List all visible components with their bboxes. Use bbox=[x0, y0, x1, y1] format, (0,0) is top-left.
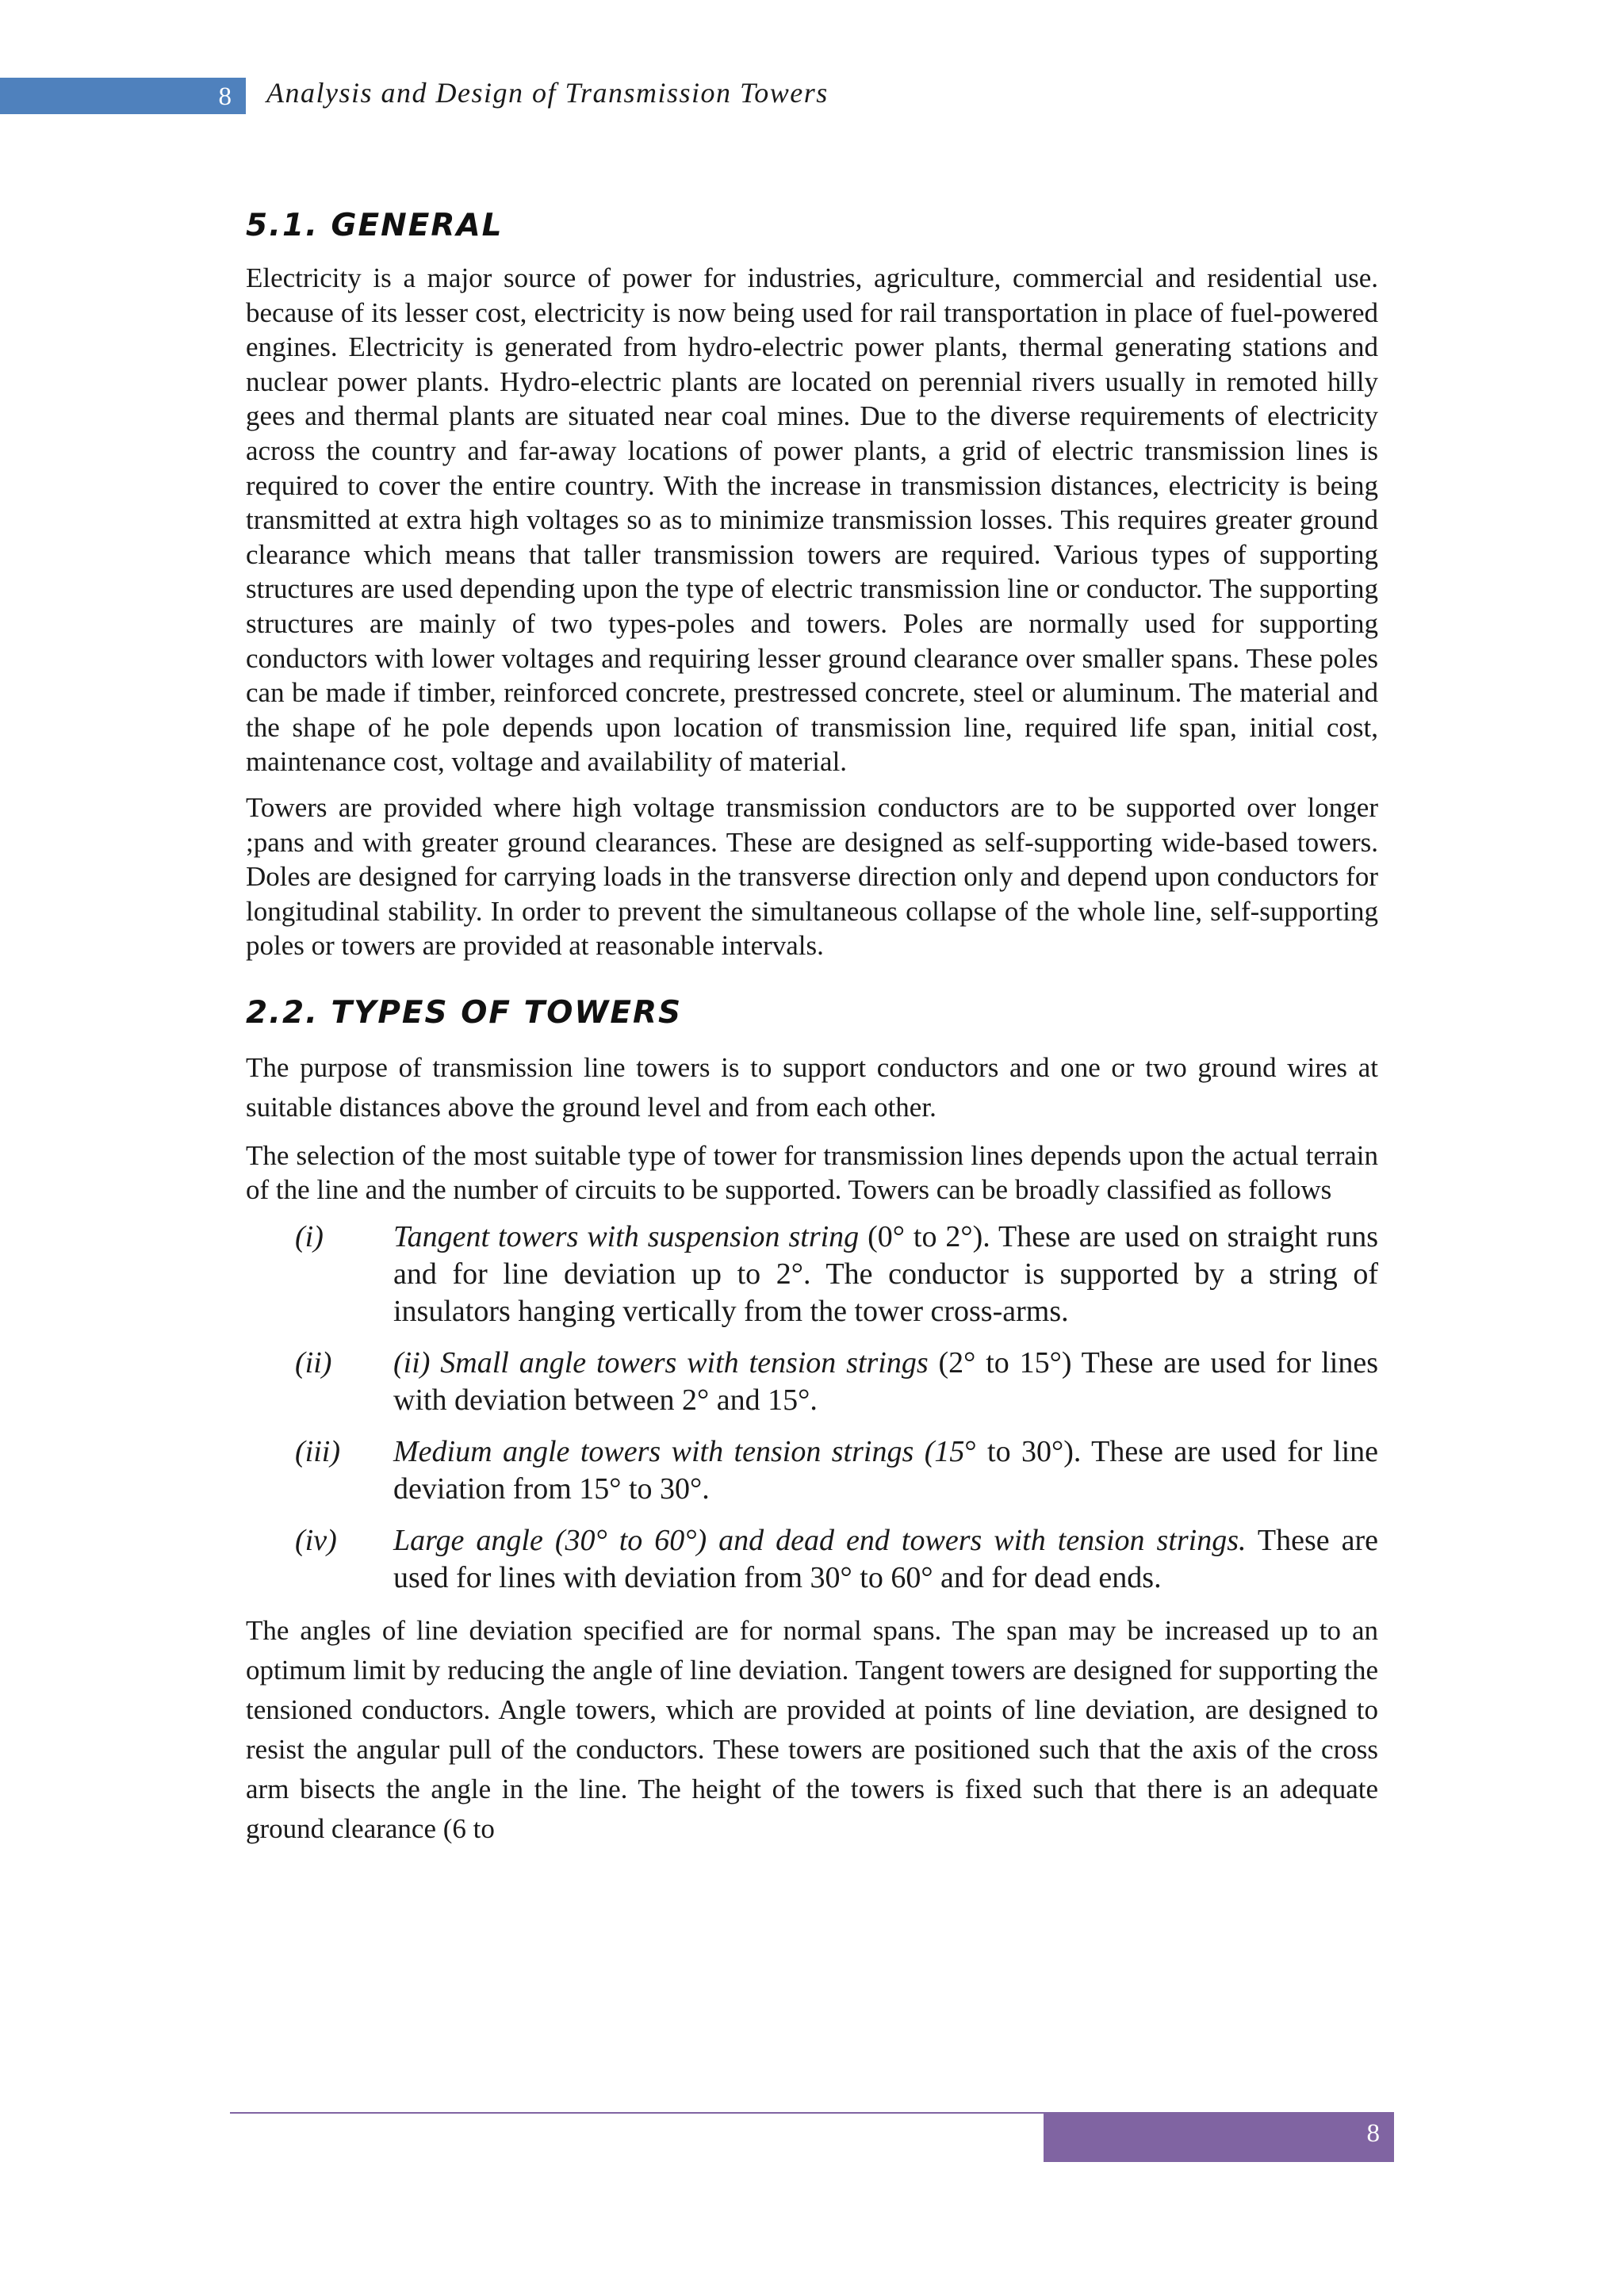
list-item bbox=[246, 1345, 1378, 1419]
list-item-numeral: (i) bbox=[295, 1220, 324, 1254]
paragraph-types-closing: The angles of line deviation specified are for normal spans. The span may be increased up to an optimum limit by reducing the angle of line deviation. Tangent towers are designed for supporting the tensioned conductors. Angle towers, which are provided at points of line deviation, are designed to resist the angular pull of the conductors. These towers are positioned such that the axis of the cross arm bisects the angle in the line. The height of the towers is fixed such that there is an adequate ground clearance (6 to bbox=[246, 1615, 1378, 1845]
paragraph-general-1: Electricity is a major source of power for industries, agriculture, commercial and residential use. because of its lesser cost, electricity is now being used for rail transportation in place of fuel-powered engines. Electricity is generated from hydro-electric power plants, thermal generating stations and nuclear power plants. Hydro-electric plants are located on perennial rivers usually in remoted hilly gees and thermal plants are situated near coal mines. Due to the diverse requirements of electricity across the country and far-away locations of power plants, a grid of electric transmission lines is required to cover the entire country. With the increase in transmission distances, electricity is being transmitted at extra high voltages so as to minimize transmission losses. This requires greater ground clearance which means that taller transmission towers are required. Various types of supporting structures are used depending upon the type of electric transmission line or conductor. The supporting structures are mainly of two types-poles and towers. Poles are normally used for supporting conductors with lower voltages and requiring lesser ground clearance over smaller spans. These poles can be made if timber, reinforced concrete, prestressed concrete, steel or aluminum. The material and the shape of he pole depends upon location of transmission line, required life span, initial cost, maintenance cost, voltage and availability of material. bbox=[246, 262, 1378, 778]
running-header-title: Analysis and Design of Transmission Towers bbox=[266, 77, 829, 109]
list-item-body: ° to 30°). These are used for line deviation from 15° to 30°. bbox=[393, 1435, 1378, 1506]
header-page-number: 8 bbox=[218, 82, 232, 111]
list-item-title: Medium angle towers with tension strings (15 bbox=[393, 1435, 965, 1469]
list-item-body: (0° to 2°). These are used on straight runs and for line deviation up to 2°. The conductor is supported by a string of insulators hanging vertically from the tower cross-arms. bbox=[393, 1220, 1378, 1329]
paragraph-types-1: The purpose of transmission line towers is to support conductors and one or two ground wires at suitable distances above the ground level and from each other. bbox=[246, 1051, 1378, 1123]
paragraph-general-2: Towers are provided where high voltage transmission conductors are to be supported over longer ;pans and with greater ground clearances. These are designed as self-supporting wide-based towers. Doles are designed for carrying loads in the transverse direction only and depend upon conductors for longitudinal stability. In order to prevent the simultaneous collapse of the whole line, self-supporting poles or towers are provided at reasonable intervals. bbox=[246, 791, 1378, 962]
list-item bbox=[246, 1522, 1378, 1597]
section-heading-types-of-towers: 2.2. TYPES OF TOWERS bbox=[246, 994, 683, 1031]
list-item-numeral: (ii) bbox=[295, 1346, 332, 1380]
list-item-numeral: (iii) bbox=[295, 1435, 340, 1469]
list-item-title: (ii) Small angle towers with tension strings bbox=[393, 1346, 929, 1380]
list-item bbox=[246, 1433, 1378, 1508]
list-item bbox=[246, 1219, 1378, 1330]
list-item-title: Large angle (30° to 60°) and dead end towers with tension strings. bbox=[393, 1524, 1247, 1558]
footer-page-number: 8 bbox=[1366, 2119, 1380, 2148]
list-item-text bbox=[393, 1345, 1378, 1419]
section-heading-general: 5.1. GENERAL bbox=[246, 208, 504, 243]
list-item-numeral: (iv) bbox=[295, 1524, 337, 1558]
list-item-body: These are used for lines with deviation from 30° to 60° and for dead ends. bbox=[393, 1524, 1378, 1595]
list-item-title: Tangent towers with suspension string bbox=[393, 1220, 860, 1254]
list-item-text bbox=[393, 1219, 1378, 1330]
list-item-text bbox=[393, 1522, 1378, 1597]
list-item-text bbox=[393, 1433, 1378, 1508]
page-body bbox=[246, 208, 1378, 1860]
paragraph-types-2: The selection of the most suitable type of tower for transmission lines depends upon the actual terrain of the line and the number of circuits to be supported. Towers can be broadly classified as follows bbox=[246, 1139, 1378, 1206]
list-item-body: (2° to 15°) These are used for lines with deviation between 2° and 15°. bbox=[393, 1346, 1378, 1418]
